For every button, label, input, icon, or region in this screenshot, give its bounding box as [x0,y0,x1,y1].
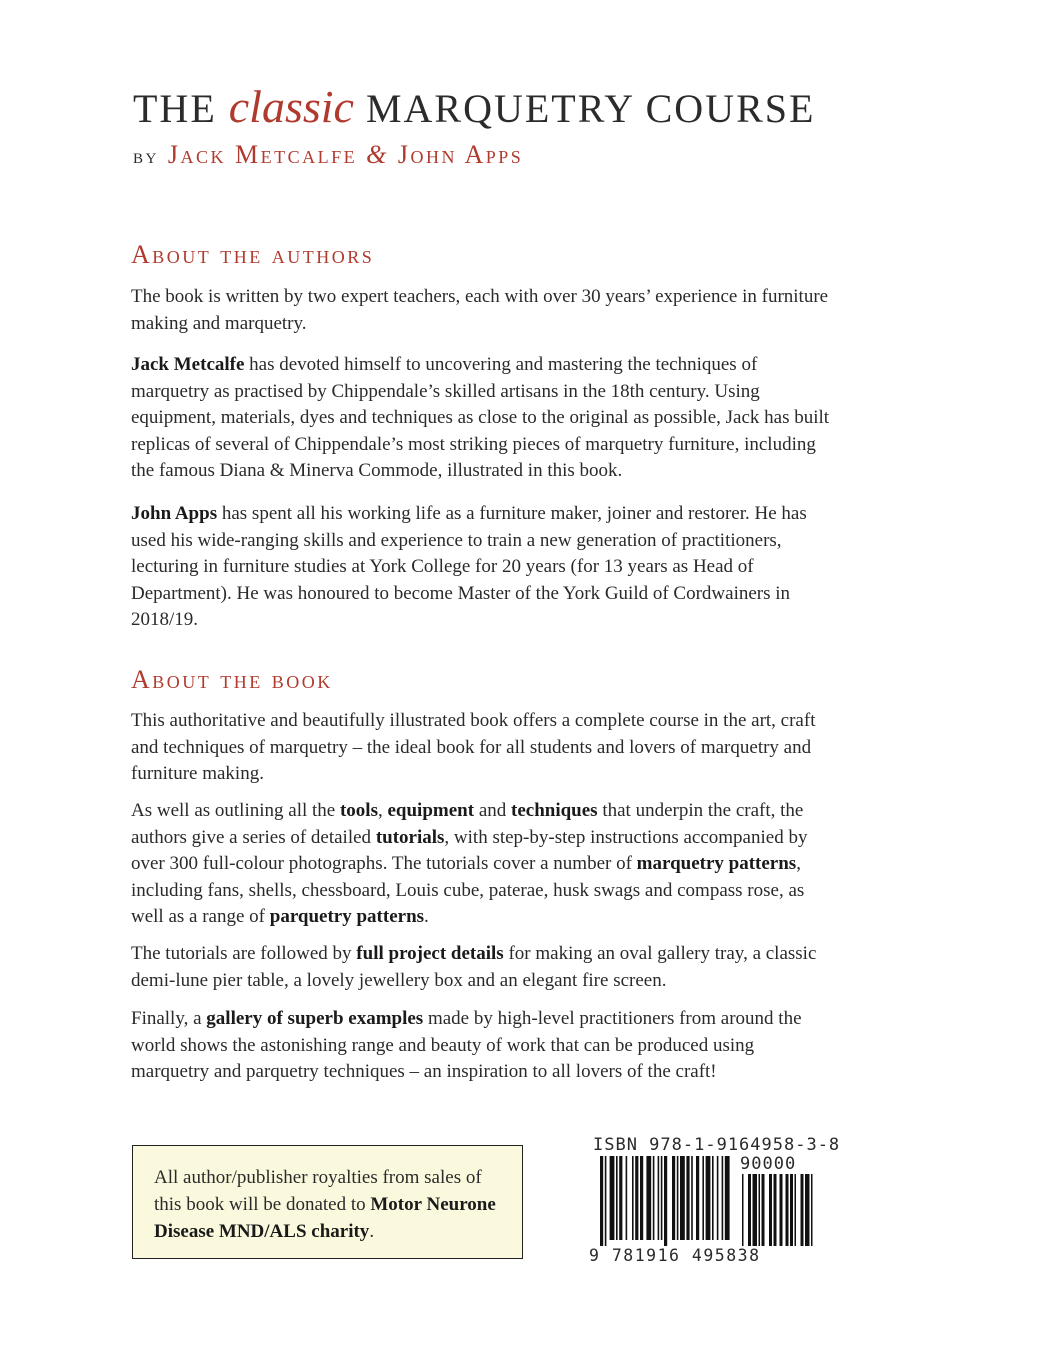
bold-project-details: full project details [356,943,504,964]
addon-number: 90000 [740,1154,797,1174]
book-para-4 [131,1006,831,1086]
book-para-2 [131,798,831,931]
title-emphasis: classic [228,81,354,132]
barcode-bar [712,1156,714,1240]
isbn-barcode [586,1135,841,1265]
barcode-bar [686,1156,689,1240]
barcode-bar [790,1174,793,1246]
author-jack: Jack Metcalfe [167,140,358,169]
barcode-bar [619,1156,622,1240]
barcode-bar [742,1174,744,1246]
text-run: and [474,800,511,821]
text-run: Finally, a [131,1008,207,1029]
bold-techniques: techniques [511,800,598,821]
barcode-bar [748,1174,751,1246]
book-para-1: This authoritative and beautifully illustrated book offers a complete course in the art, craft and techniques of marquetry – the ideal book for all students and lovers of marquetry and furniture making. [131,710,816,784]
barcode-bar [646,1156,651,1240]
barcode-bar [677,1156,679,1240]
bold-tutorials: tutorials [375,826,445,848]
barcode-bar [801,1174,804,1246]
isbn-text: ISBN 978-1-9164958-3-8 [593,1135,841,1155]
barcode-bar [640,1156,643,1240]
notice-text: All author/publisher royalties from sales of this book will be donated to [154,1167,482,1215]
text-run: As well as outlining all the [131,800,340,821]
barcode-bar [774,1174,777,1246]
text-run: for making an oval gallery tray, a classic demi-lune pier table, a lovely jewellery box and an elegant fire screen. [131,943,817,991]
barcode-bar [762,1174,765,1246]
bold-marquetry-patterns: marquetry patterns [636,853,797,874]
title-prefix: THE [133,86,217,131]
bold-equipment: equipment [387,800,475,821]
barcode-bar [661,1156,663,1240]
barcode-bar [691,1156,693,1240]
notice-charity-name: Motor Neurone Disease MND/ALS charity [154,1194,496,1242]
byline-ampersand: & [366,140,389,169]
barcode-bar [680,1156,685,1240]
barcode-bar [653,1156,655,1240]
barcode-bar [600,1156,603,1246]
john-name: John Apps [131,503,218,524]
text-run: The tutorials are followed by [131,943,357,964]
book-title [133,80,815,133]
barcode-bar [753,1174,758,1246]
barcode-bar [702,1156,704,1240]
barcode-bar [658,1156,660,1240]
bold-parquetry-patterns: parquetry patterns [269,906,425,927]
about-book-heading: About the book [131,665,333,694]
byline [133,140,523,170]
notice-end: . [369,1221,375,1242]
text-run: , including fans, shells, chessboard, Louis cube, paterae, husk swags and compass rose, as well as a range of [131,853,805,927]
barcode-bar [811,1174,813,1246]
bold-gallery: gallery of superb examples [206,1008,424,1029]
author-john: John Apps [397,140,524,169]
barcode-bar [610,1156,615,1240]
text-run: . [424,906,429,927]
authors-intro: The book is written by two expert teachers, each with over 30 years’ experience in furniture making and marquetry. [131,286,829,334]
jack-bio-text: has devoted himself to uncovering and mastering the techniques of marquetry as practised by Chippendale’s skilled artisans in the 18th century. Using equipment, materials, dyes and techniques as close to the original as possible, Jack has built replicas of several of Chippendale’s most striking pieces of marquetry furniture, including the famous Diana & Minerva Commode, illustrated in this book. [131,354,830,481]
john-bio [131,501,831,634]
john-bio-text: has spent all his working life as a furniture maker, joiner and restorer. He has used his wide-ranging skills and experience to train a new generation of practitioners, lecturing in furniture studies at York College for 20 years (for 13 years as Head of Department). He was honoured to become Master of the York Guild of Cordwainers in 2018/19. [131,503,807,630]
byline-by: by [133,143,159,168]
barcode-bar [696,1156,699,1240]
barcode-bar [706,1156,711,1240]
barcode-bar [632,1156,634,1240]
barcode-bar [717,1156,719,1240]
barcode-bar [605,1156,607,1246]
about-authors-heading: About the authors [131,240,375,269]
barcode-bar [759,1174,761,1246]
barcode-bar [664,1156,667,1246]
barcode-bar [616,1156,618,1240]
ean-number: 9 781916 495838 [589,1246,761,1265]
text-run: made by high-level practitioners from around the world shows the astonishing range and beauty of work that can be produced using marquetry and parquetry techniques – an inspiration to all lovers of the craft! [131,1008,802,1082]
barcode-bar [780,1174,783,1246]
text-run: that underpin the craft, the authors give a series of detailed [131,800,804,848]
barcode-bar [635,1156,638,1240]
book-para-3 [131,941,831,994]
barcode-bar [672,1156,675,1240]
title-suffix: MARQUETRY COURSE [365,86,816,131]
jack-name: Jack Metcalfe [131,354,245,375]
jack-bio [131,352,831,485]
barcode-bar [725,1156,730,1240]
barcode-bar [795,1174,797,1246]
barcode-bar [626,1156,628,1240]
barcode-bar [805,1174,810,1246]
text-run: , [377,800,388,821]
barcode-bar [722,1156,724,1240]
bold-tools: tools [339,800,378,821]
barcode-bar [769,1174,772,1246]
charity-notice-box [132,1145,523,1259]
text-run: , with step-by-step instructions accompanied by over 300 full-colour photographs. The tutorials cover a number of [131,826,808,874]
barcode-bar [786,1174,789,1246]
